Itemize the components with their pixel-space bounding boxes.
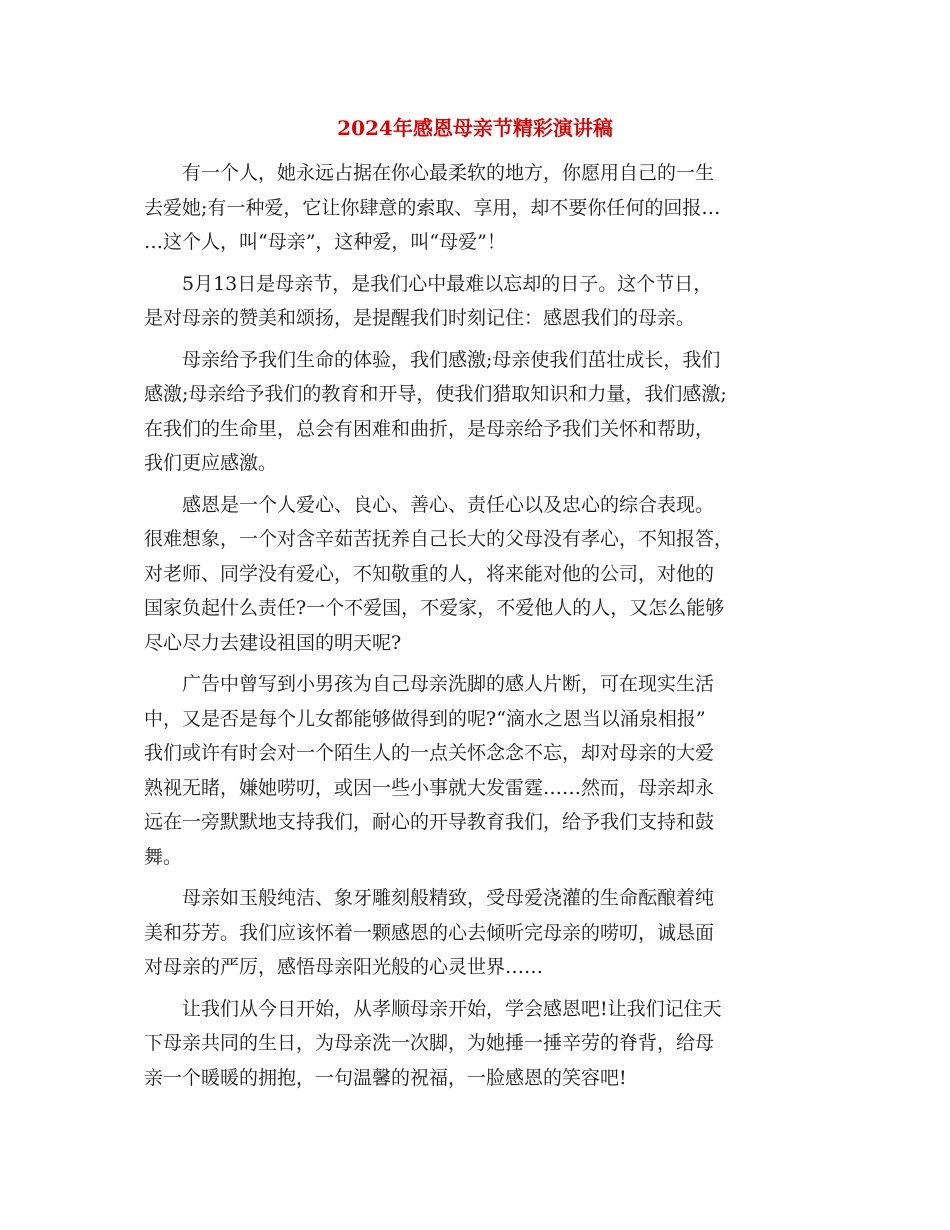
text-line: 感激;母亲给予我们的教育和开导，使我们猎取知识和力量，我们感激; (144, 383, 727, 405)
text-line: 我们更应感激。 (144, 452, 278, 474)
paragraph-5 (144, 667, 812, 874)
text-line: 广告中曾写到小男孩为自己母亲洗脚的感人片断，可在现实生活 (182, 673, 715, 695)
paragraph-1 (144, 156, 812, 260)
document-title: 2024年感恩母亲节精彩演讲稿 (337, 116, 613, 140)
paragraph-3 (144, 343, 812, 481)
text-line: 远在一旁默默地支持我们，耐心的开导教育我们，给予我们支持和鼓 (144, 811, 715, 833)
text-line: 母亲如玉般纯洁、象牙雕刻般精致，受母爱浇灌的生命酝酿着纯 (182, 887, 715, 909)
text-line: 有一个人，她永远占据在你心最柔软的地方，你愿用自己的一生 (182, 162, 715, 184)
document-body (144, 156, 812, 1095)
text-line: 亲一个暖暖的拥抱，一句温馨的祝福，一脸感恩的笑容吧! (144, 1066, 627, 1089)
text-line: 很难想象，一个对含辛茹苦抚养自己长大的父母没有孝心，不知报答， (144, 528, 734, 550)
paragraph-4 (144, 488, 812, 661)
text-line: 对老师、同学没有爱心，不知敬重的人，将来能对他的公司，对他的 (144, 562, 715, 585)
text-line: 在我们的生命里，总会有困难和曲折，是母亲给予我们关怀和帮助， (144, 417, 715, 440)
text-line: 舞。 (144, 845, 183, 868)
text-line: 是对母亲的赞美和颂扬，是提醒我们时刻记住：感恩我们的母亲。 (144, 307, 696, 329)
text-line: …这个人，叫“母亲”，这种爱，叫“母爱”！ (144, 231, 506, 253)
text-line: 我们或许有时会对一个陌生人的一点关怀念念不忘，却对母亲的大爱 (144, 742, 715, 764)
paragraph-7 (144, 992, 812, 1096)
text-line: 去爱她;有一种爱，它让你肆意的索取、享用，却不要你任何的回报… (144, 196, 721, 219)
text-line: 5月13日是母亲节，是我们心中最难以忘却的日子。这个节日， (182, 272, 713, 295)
text-line: 感恩是一个人爱心、良心、善心、责任心以及忠心的综合表现。 (182, 493, 715, 516)
text-line: 中，又是否是每个儿女都能够做得到的呢?“滴水之恩当以涌泉相报” (144, 707, 706, 730)
text-line: 母亲给予我们生命的体验，我们感激;母亲使我们茁壮成长，我们 (182, 348, 721, 371)
paragraph-2 (144, 267, 812, 336)
text-line: 美和芬芳。我们应该怀着一颗感恩的心去倾听完母亲的唠叨，诚恳面 (144, 921, 715, 944)
text-line: 让我们从今日开始，从孝顺母亲开始，学会感恩吧!让我们记住天 (182, 997, 722, 1020)
paragraph-6 (144, 881, 812, 985)
text-line: 尽心尽力去建设祖国的明天呢? (144, 631, 402, 654)
text-line: 下母亲共同的生日，为母亲洗一次脚，为她捶一捶辛劳的脊背，给母 (144, 1032, 715, 1054)
text-line: 国家负起什么责任?一个不爱国，不爱家，不爱他人的人，又怎么能够 (144, 597, 725, 619)
text-line: 对母亲的严厉，感悟母亲阳光般的心灵世界…… (144, 956, 544, 978)
text-line: 熟视无睹，嫌她唠叨，或因一些小事就大发雷霆……然而，母亲却永 (144, 776, 715, 799)
